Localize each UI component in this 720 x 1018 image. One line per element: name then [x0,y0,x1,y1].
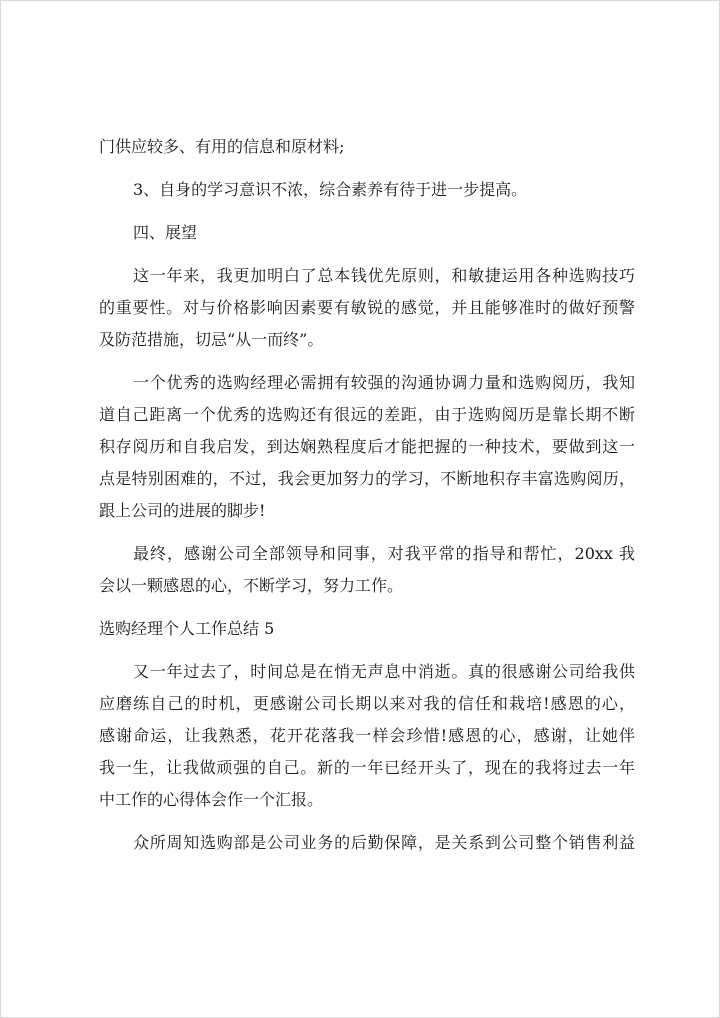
paragraph-line: 的重要性。对与价格影响因素要有敏锐的感觉，并且能够准时的做好预警 [99,298,635,317]
paragraph-line: 会以一颗感恩的心，不断学习，努力工作。 [99,576,404,595]
paragraph-line: 及防范措施，切忌“从一而终”。 [99,330,324,349]
paragraph-line: 感谢命运，让我熟悉，花开花落我一样会珍惜!感恩的心，感谢，让她伴 [99,726,635,745]
paragraph-line: 跟上公司的进展的脚步! [99,501,266,520]
section-heading-summary-5: 选购经理个人工作总结 5 [99,619,275,638]
paragraph-line: 积存阅历和自我启发，到达娴熟程度后才能把握的一种技术，要做到这一 [99,437,635,456]
paragraph-line: 门供应较多、有用的信息和原材料; [99,137,345,156]
paragraph-line: 众所周知选购部是公司业务的后勤保障，是关系到公司整个销售利益 [133,833,635,852]
paragraph-line: 又一年过去了，时间总是在悄无声息中消逝。真的很感谢公司给我供 [133,662,635,681]
paragraph-line: 一个优秀的选购经理必需拥有较强的沟通协调力量和选购阅历，我知 [133,373,635,392]
paragraph-line: 道自己距离一个优秀的选购还有很远的差距，由于选购阅历是靠长期不断 [99,405,635,424]
paragraph-line: 点是特别困难的，不过，我会更加努力的学习，不断地积存丰富选购阅历， [99,469,635,488]
section-heading-outlook: 四、展望 [133,223,198,242]
paragraph-line: 应磨练自己的时机，更感谢公司长期以来对我的信任和栽培!感恩的心， [99,694,635,713]
paragraph-line: 这一年来，我更加明白了总本钱优先原则，和敏捷运用各种选购技巧 [133,266,635,285]
document-body [99,131,635,859]
paragraph-line: 我一生，让我做顽强的自己。新的一年已经开头了，现在的我将过去一年 [99,758,635,777]
paragraph-line: 最终，感谢公司全部领导和同事，对我平常的指导和帮忙，20xx 我 [133,544,635,563]
list-item-3: 3、自身的学习意识不浓，综合素养有待于进一步提高。 [133,180,528,199]
paragraph-line: 中工作的心得体会作一个汇报。 [99,790,324,809]
